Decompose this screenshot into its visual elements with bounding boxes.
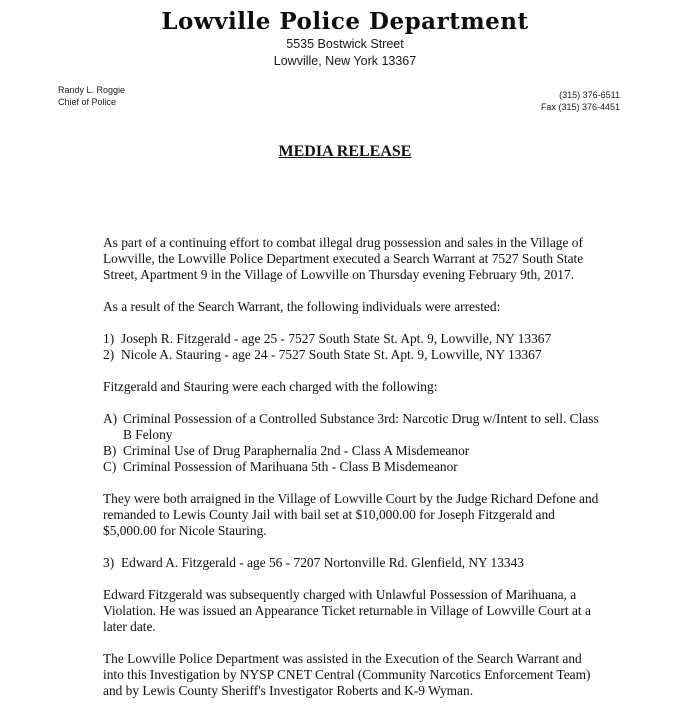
list-marker: 1): [103, 331, 115, 346]
release-body: [103, 235, 603, 715]
street-address: 5535 Bostwick Street: [286, 37, 404, 51]
list-marker: C): [103, 459, 117, 474]
list-item: [103, 347, 603, 363]
list-item: [103, 411, 603, 443]
chief-block: [58, 84, 125, 108]
list-item-text: Edward A. Fitzgerald - age 56 - 7207 Nortonville Rd. Glenfield, NY 13343: [121, 555, 524, 570]
list-item-text: Nicole A. Stauring - age 24 - 7527 South State St. Apt. 9, Lowville, NY 13367: [121, 347, 542, 362]
chief-name: Randy L. Roggie: [58, 85, 126, 95]
list-item: [103, 331, 603, 347]
arrested-intro: As a result of the Search Warrant, the following individuals were arrested:: [103, 299, 501, 314]
phone-number: (315) 376-6511: [559, 90, 620, 100]
list-marker: 3): [103, 555, 115, 570]
list-item-text: Joseph R. Fitzgerald - age 25 - 7527 South State St. Apt. 9, Lowville, NY 13367: [121, 331, 552, 346]
intro-paragraph: As part of a continuing effort to combat illegal drug possession and sales in the Village of Lowville, the Lowville Police Department executed a Search Warrant at 7527 South State Street, Apartment 9 in the Village of Lowville on Thursday evening February 9th, 2017.: [103, 235, 584, 282]
list-marker: A): [103, 411, 118, 426]
list-item: [103, 443, 603, 459]
contact-block: [541, 89, 620, 113]
city-address: Lowville, New York 13367: [273, 54, 417, 68]
charges-list: [103, 411, 603, 475]
arraigned-paragraph: They were both arraigned in the Village of Lowville Court by the Judge Richard Defone and remanded to Lewis County Jail with bail set at $10,000.00 for Joseph Fitzgerald and $5,000.00 for Nicole Stauring.: [103, 491, 599, 538]
list-item-text: Criminal Possession of a Controlled Substance 3rd: Narcotic Drug w/Intent to sell. Class B Felony: [123, 411, 599, 442]
list-marker: 2): [103, 347, 115, 362]
list-item: [103, 555, 603, 571]
arrested-list: [103, 331, 603, 363]
letterhead: [0, 8, 690, 70]
fax-number: Fax (315) 376-4451: [540, 102, 620, 112]
third-person-list: [103, 555, 603, 571]
list-item-text: Criminal Use of Drug Paraphernalia 2nd - Class A Misdemeanor: [123, 443, 470, 458]
chief-title: Chief of Police: [58, 97, 117, 107]
list-item: [103, 459, 603, 475]
edward-charge-paragraph: Edward Fitzgerald was subsequently charged with Unlawful Possession of Marihuana, a Violation. He was issued an Appearance Ticket returnable in Village of Lowville Court at a later date.: [103, 587, 591, 634]
department-name: Lowville Police Department: [161, 8, 529, 35]
list-item-text: Criminal Possession of Marihuana 5th - Class B Misdemeanor: [123, 459, 458, 474]
charged-intro: Fitzgerald and Stauring were each charged with the following:: [103, 379, 438, 394]
release-title: MEDIA RELEASE: [278, 143, 412, 160]
list-marker: B): [103, 443, 117, 458]
assistance-paragraph: The Lowville Police Department was assisted in the Execution of the Search Warrant and into this Investigation by NYSP CNET Central (Community Narcotics Enforcement Team) and by Lewis County Sheriff's Investigator Roberts and K-9 Wyman.: [103, 651, 591, 698]
